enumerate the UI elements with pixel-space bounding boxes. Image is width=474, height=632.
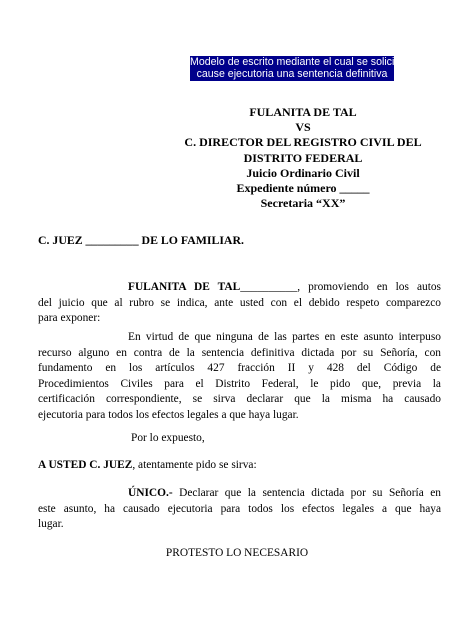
request-rest: , atentamente pido se sirva: bbox=[132, 459, 257, 471]
body-line-2: recurso alguno en contra de la sentencia definitiva dictada por su Señoría, con bbox=[38, 346, 441, 359]
caption-respondent-2: DISTRITO FEDERAL bbox=[243, 150, 363, 165]
intro-name: FULANITA DE TAL bbox=[128, 281, 241, 293]
intro-line-1 bbox=[38, 280, 441, 296]
body-line-4: Procedimientos Civiles para el Distrito Federal, le pido que, previa la bbox=[38, 377, 441, 390]
caption-trial: Juicio Ordinario Civil bbox=[246, 165, 360, 180]
intro-line-2: del juicio que al rubro se indica, ante usted con el debido respeto comparezco bbox=[38, 296, 441, 309]
caption-party: FULANITA DE TAL bbox=[249, 105, 357, 119]
intro-paragraph bbox=[38, 280, 441, 327]
body-line-5: certificación correspondiente, se sirva declarar que la misma ha causado bbox=[38, 393, 441, 406]
body-line-1: En virtud de que ninguna de las partes en este asunto interpuso bbox=[128, 331, 441, 343]
caption-secretaria: Secretaria “XX” bbox=[260, 196, 346, 211]
document-title-highlight bbox=[190, 56, 404, 81]
caption-file: Expediente número _____ bbox=[236, 181, 370, 196]
request-bold: A USTED C. JUEZ bbox=[38, 459, 133, 471]
unico-label: ÚNICO.- bbox=[128, 487, 173, 499]
body-line-3: fundamento en los artículos 427 fracción II y 428 del Código de bbox=[38, 362, 441, 375]
intro-line-3: para exponer: bbox=[38, 312, 101, 325]
unico-line-2: este asunto, ha causado ejecutoria para todos los efectos legales a que haya bbox=[38, 502, 441, 515]
unico-line-1 bbox=[38, 486, 441, 502]
request-line bbox=[38, 458, 257, 474]
intro-line-1-rest: __________, promoviendo en los autos bbox=[240, 281, 441, 293]
addressee: C. JUEZ _________ DE LO FAMILIAR. bbox=[38, 233, 244, 247]
case-caption bbox=[150, 105, 456, 211]
caption-respondent-1: C. DIRECTOR DEL REGISTRO CIVIL DEL bbox=[184, 135, 422, 150]
unico-paragraph bbox=[38, 486, 441, 533]
closing-protesto: PROTESTO LO NECESARIO bbox=[165, 547, 309, 559]
body-paragraph bbox=[38, 330, 441, 424]
unico-line-1-rest: Declarar que la sentencia dictada por su Señoría en bbox=[172, 487, 441, 499]
por-lo-expuesto: Por lo expuesto, bbox=[131, 432, 205, 444]
body-line-6: ejecutoria para todos los efectos legales a que haya lugar. bbox=[38, 408, 299, 421]
unico-line-3: lugar. bbox=[38, 518, 64, 531]
caption-vs: VS bbox=[295, 120, 311, 135]
title-line-1: Modelo de escrito mediante el cual se solicita bbox=[190, 56, 404, 68]
title-line-2: cause ejecutoria una sentencia definitiva bbox=[196, 68, 388, 81]
